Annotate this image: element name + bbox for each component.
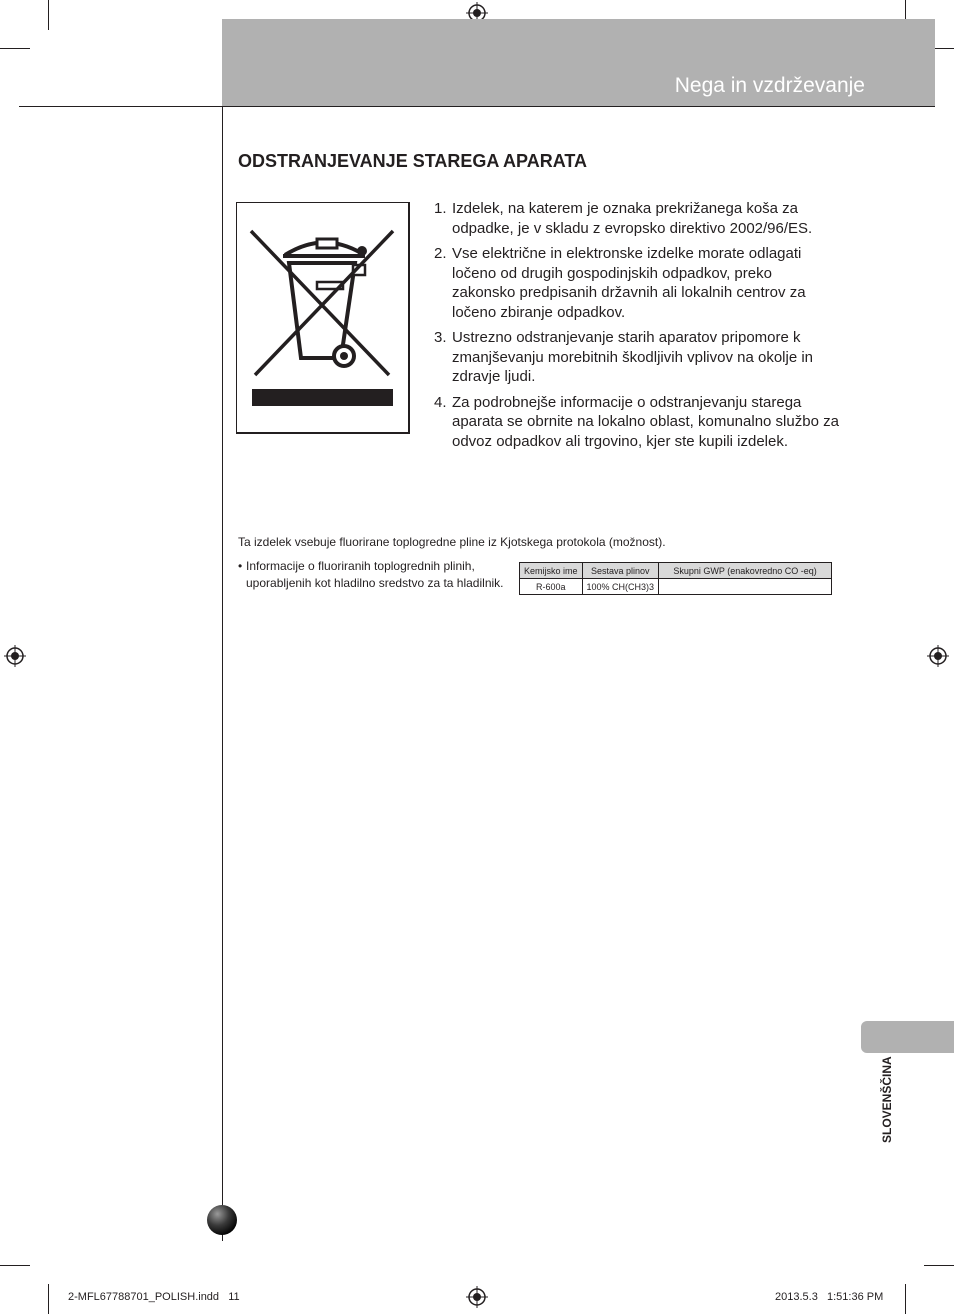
table-cell	[659, 579, 832, 595]
section-heading: ODSTRANJEVANJE STAREGA APARATA	[238, 151, 588, 171]
crop-mark	[924, 1265, 954, 1266]
list-item: 2. Vse električne in elektronske izdelke morate odlagati ločeno od drugih gospodinjskih odpadkov, preko zakonsko predpisanih državnih ali lokalnih centrov za ločeno zbiranje odpadkov.	[434, 245, 806, 321]
fluorinated-gas-note: Ta izdelek vsebuje fluorirane toplogredne pline iz Kjotskega protokola (možnost).	[238, 535, 666, 549]
registration-mark-icon	[4, 645, 26, 667]
crop-mark	[905, 1284, 906, 1314]
bullet-text: Informacije o fluoriranih toplogrednih plinih, uporabljenih kot hladilno sredstvo za ta hladilnik.	[246, 559, 504, 590]
crop-mark	[48, 0, 49, 30]
page-section-title: Nega in vzdrževanje	[674, 74, 865, 97]
table-header-cell: Kemijsko ime	[520, 563, 583, 579]
margin-divider	[222, 106, 223, 1241]
disposal-instructions-list	[434, 199, 839, 457]
weee-symbol-frame	[236, 202, 410, 434]
list-item: 1. Izdelek, na katerem je oznaka prekrižanega koša za odpadke, je v skladu z evropsko direktivo 2002/96/ES.	[434, 200, 813, 237]
crop-mark	[0, 1265, 30, 1266]
refrigerant-table	[519, 562, 832, 595]
registration-mark-icon	[466, 1286, 488, 1308]
list-item: 3. Ustrezno odstranjevanje starih aparatov pripomore k zmanjševanju morebitnih škodljivih vplivov na okolje in zdravje ljudi.	[434, 329, 814, 385]
registration-mark-icon	[927, 645, 949, 667]
table-header-cell: Skupni GWP (enakovredno CO -eq)	[659, 563, 832, 579]
page-number-dot	[207, 1205, 237, 1235]
footer-file-info: 2-MFL67788701_POLISH.indd 11	[68, 1291, 240, 1303]
list-item: 4. Za podrobnejše informacije o odstranjevanju starega aparata se obrnite na lokalno oblast, komunalno službo za odvoz odpadkov ali trgovino, kjer ste kupili izdelek.	[434, 393, 839, 450]
footer-timestamp: 2013.5.3 1:51:36 PM	[775, 1291, 884, 1303]
language-label: SLOVENŠČINA	[880, 1056, 894, 1143]
header-divider	[19, 106, 935, 107]
table-header-row	[520, 563, 832, 579]
crop-mark	[48, 1284, 49, 1314]
table-cell: 100% CH(CH3)3	[582, 579, 659, 595]
crossed-out-wheelie-bin-icon	[237, 203, 408, 432]
refrigerant-info-bullet	[238, 558, 513, 592]
bullet-marker: •	[238, 559, 243, 573]
language-tab	[861, 1021, 954, 1053]
table-header-cell: Sestava plinov	[582, 563, 659, 579]
crop-mark	[0, 48, 30, 49]
table-row	[520, 579, 832, 595]
table-cell: R-600a	[520, 579, 583, 595]
